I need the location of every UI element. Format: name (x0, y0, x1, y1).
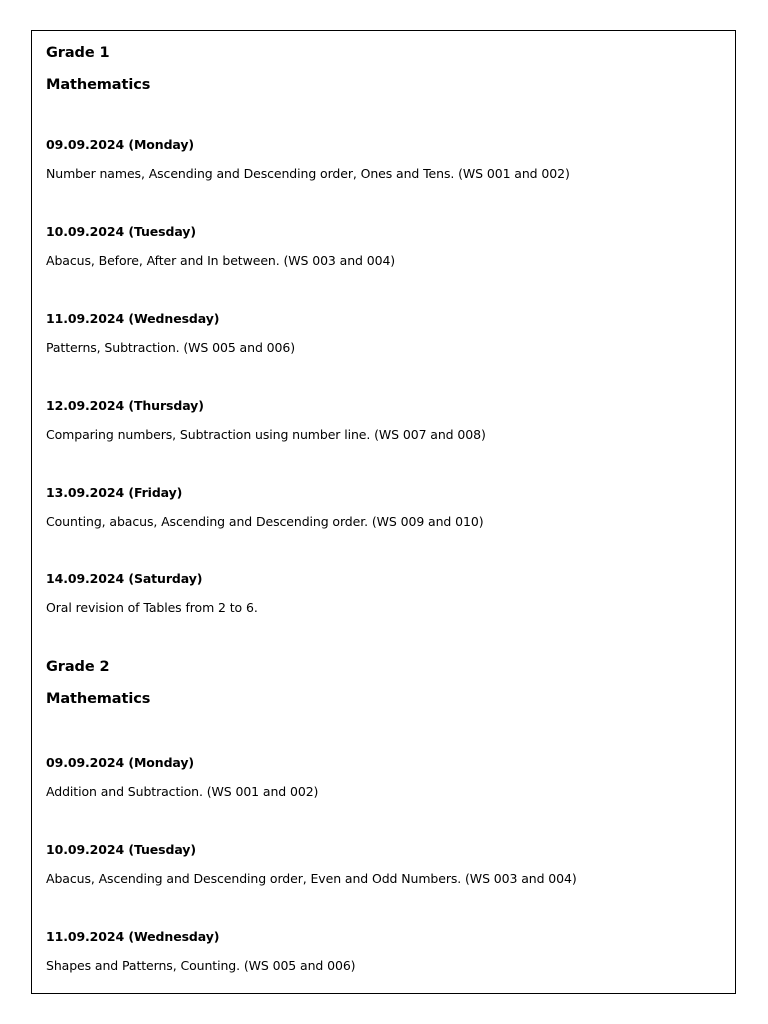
entry-text: Counting, abacus, Ascending and Descending order. (WS 009 and 010) (46, 514, 484, 529)
entry-text: Comparing numbers, Subtraction using number line. (WS 007 and 008) (46, 427, 486, 442)
subject-heading: Mathematics (46, 691, 151, 707)
entry-date: 14.09.2024 (Saturday) (46, 571, 203, 586)
entry-date: 10.09.2024 (Tuesday) (46, 842, 196, 857)
entry-date: 10.09.2024 (Tuesday) (46, 224, 196, 239)
entry-text: Number names, Ascending and Descending order, Ones and Tens. (WS 001 and 002) (46, 166, 570, 181)
entry-date: 11.09.2024 (Wednesday) (46, 311, 220, 326)
grade-heading: Grade 1 (46, 45, 110, 61)
grade-heading: Grade 2 (46, 659, 110, 675)
entry-text: Abacus, Before, After and In between. (WS 003 and 004) (46, 253, 396, 268)
entry-text: Oral revision of Tables from 2 to 6. (46, 600, 258, 615)
entry-text: Abacus, Ascending and Descending order, Even and Odd Numbers. (WS 003 and 004) (46, 871, 577, 886)
entry-date: 11.09.2024 (Wednesday) (46, 929, 220, 944)
entry-date: 09.09.2024 (Monday) (46, 755, 195, 770)
subject-heading: Mathematics (46, 77, 151, 93)
entry-text: Shapes and Patterns, Counting. (WS 005 and 006) (46, 958, 356, 973)
entry-date: 12.09.2024 (Thursday) (46, 398, 204, 413)
entry-date: 09.09.2024 (Monday) (46, 137, 195, 152)
entry-text: Patterns, Subtraction. (WS 005 and 006) (46, 340, 295, 355)
entry-date: 13.09.2024 (Friday) (46, 485, 183, 500)
entry-text: Addition and Subtraction. (WS 001 and 002) (46, 784, 319, 799)
